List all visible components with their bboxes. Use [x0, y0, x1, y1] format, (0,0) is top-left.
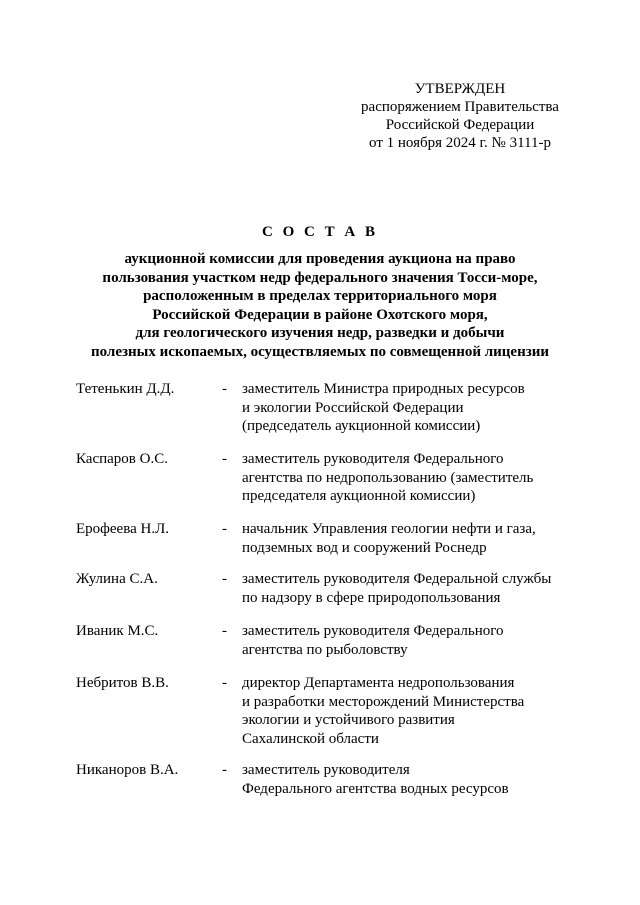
role-line: экологии и устойчивого развития	[242, 712, 455, 728]
member-dash: -	[222, 571, 227, 587]
role-line: заместитель руководителя	[242, 762, 410, 778]
member-role	[242, 674, 582, 748]
member-name: Небритов В.В.	[76, 675, 169, 691]
member-dash: -	[222, 623, 227, 639]
member-dash: -	[222, 381, 227, 397]
member-role	[242, 450, 582, 506]
role-line: Сахалинской области	[242, 730, 379, 747]
subtitle-line: аукционной комиссии для проведения аукциона на право	[124, 251, 516, 267]
subtitle-line: расположенным в пределах территориального моря	[143, 288, 497, 304]
role-line: директор Департамента недропользования	[242, 675, 515, 691]
role-line: по надзору в сфере природопользования	[242, 589, 501, 606]
member-dash: -	[222, 675, 227, 691]
approval-stamp	[350, 80, 570, 152]
member-role	[242, 622, 582, 659]
subtitle-line: для геологического изучения недр, разведки и добычи	[135, 325, 505, 341]
role-line: и экологии Российской Федерации	[242, 399, 464, 416]
member-name: Жулина С.А.	[76, 571, 158, 587]
member-name: Никаноров В.А.	[76, 762, 179, 778]
role-line: Федерального агентства водных ресурсов	[242, 780, 509, 797]
role-line: заместитель руководителя Федеральной службы	[242, 571, 552, 587]
member-dash: -	[222, 762, 227, 778]
member-role	[242, 520, 582, 557]
role-line: (председатель аукционной комиссии)	[242, 418, 481, 434]
subtitle-line: пользования участком недр федерального значения Тосси-море,	[102, 269, 538, 286]
role-line: заместитель руководителя Федерального	[242, 623, 504, 639]
member-name: Каспаров О.С.	[76, 451, 168, 467]
role-line: и разработки месторождений Министерства	[242, 693, 525, 710]
document-title: С О С Т А В	[262, 224, 378, 240]
member-dash: -	[222, 521, 227, 537]
approval-heading: УТВЕРЖДЕН	[414, 81, 506, 97]
subtitle-line: Российской Федерации в районе Охотского моря,	[152, 306, 488, 323]
role-line: агентства по недропользованию (заместитель	[242, 469, 534, 486]
member-name: Тетенькин Д.Д.	[76, 381, 175, 397]
approval-government-line: Российской Федерации	[385, 117, 535, 133]
member-role	[242, 761, 582, 798]
approval-date-line: от 1 ноября 2024 г. № 3111-р	[369, 135, 551, 151]
role-line: подземных вод и сооружений Роснедр	[242, 539, 487, 556]
member-name: Ерофеева Н.Л.	[76, 521, 169, 537]
member-role	[242, 380, 582, 436]
member-role	[242, 570, 582, 607]
approval-order-line: распоряжением Правительства	[361, 99, 559, 115]
role-line: начальник Управления геологии нефти и газа,	[242, 521, 536, 537]
role-line: заместитель руководителя Федерального	[242, 451, 504, 467]
role-line: заместитель Министра природных ресурсов	[242, 381, 525, 397]
document-subtitle	[60, 250, 580, 361]
role-line: агентства по рыболовству	[242, 641, 408, 658]
subtitle-line: полезных ископаемых, осуществляемых по совмещенной лицензии	[90, 343, 550, 360]
member-name: Иваник М.С.	[76, 623, 159, 639]
role-line: председателя аукционной комиссии)	[242, 488, 476, 504]
member-dash: -	[222, 451, 227, 467]
